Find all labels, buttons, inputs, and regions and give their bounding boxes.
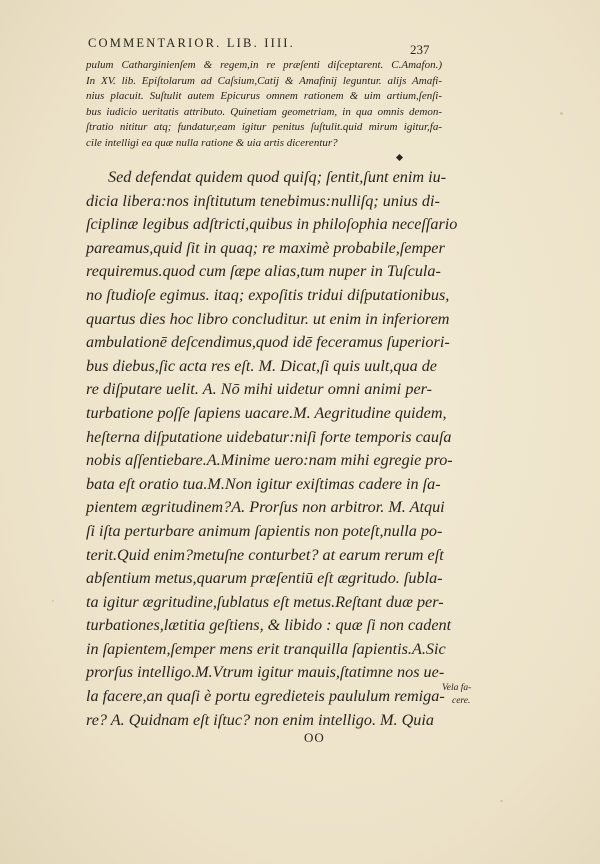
text-line: turbatione poſſe ſapiens uacare.M. Aegritudine quidem, <box>86 403 447 422</box>
text-line: in ſapientem,ſemper mens erit tranquilla ſapientis.A.Sic <box>86 639 446 658</box>
text-line: re diſputare uelit. A. Nō mihi uidetur omni animi per- <box>86 380 432 399</box>
commentary-line: In XV. lib. Epiſtolarum ad Caſsium,Catij & Amafinij leguntur. alijs Amafi- <box>86 74 442 87</box>
text-line: quartus dies hoc libro concluditur. ut enim in inferiorem <box>86 309 450 328</box>
commentary-line: pulum Catharginienſem & regem,in re præſenti diſceptarent. C.Amafon.) <box>86 59 442 71</box>
text-line: re? A. Quidnam eſt iſtuc? non enim intelligo. M. Quia <box>86 710 434 729</box>
paper-speck <box>560 112 563 115</box>
commentary-block <box>86 58 442 151</box>
text-line: bus diebus,ſic acta res eſt. M. Dicat,ſi quis uult,qua de <box>86 356 437 375</box>
text-line: turbationes,lætitia geſtiens, & libido : quæ ſi non cadent <box>86 616 452 635</box>
text-line: bata eſt oratio tua.M.Non igitur exiſtimas cadere in ſa- <box>86 474 441 493</box>
paper-speck <box>500 800 503 802</box>
text-line: nobis aſſentiebare.A.Minime uero:nam mihi egregie pro- <box>86 451 453 470</box>
commentary-line: ſtratio nititur atq; fundatur,eam igitur penitus ſuſtulit.quid mirum igitur,fa- <box>86 121 442 133</box>
text-line: ambulationē deſcendimus,quod idē feceramus ſuperiori- <box>86 333 450 352</box>
text-line: pareamus,quid ſit in quaq; re maximè probabile,ſemper <box>86 238 445 257</box>
text-line: prorſus intelligo.M.Vtrum igitur mauis,ſtatimne nos ue- <box>86 663 445 682</box>
commentary-line: cile intelligi ea quæ nulla ratione & uia artis dicerentur? <box>86 136 338 149</box>
text-line: ſi iſta perturbare animum ſapientis non poteſt,nulla po- <box>86 521 443 540</box>
text-line: Sed defendat quidem quod quiſq; ſentit,ſunt enim iu- <box>108 168 447 186</box>
margin-note-line: cere. <box>452 696 471 706</box>
text-line: heſterna diſputatione uidebatur:niſi forte temporis cauſa <box>86 427 452 446</box>
text-line: ta igitur ægritudine,ſublatus eſt metus.Reſtant duæ per- <box>86 592 444 611</box>
paper-speck <box>52 600 54 602</box>
running-head: COMMENTARIOR. LIB. IIII. <box>88 36 295 50</box>
commentary-line: bus iudicio ueritatis attributo. Quinetiam geometriam, in qua omnis demon- <box>86 105 442 118</box>
page-number: 237 <box>410 42 430 57</box>
catchword: OO <box>304 730 325 745</box>
margin-note <box>442 682 482 708</box>
text-line: pientem ægritudinem?A. Prorſus non arbitror. M. Atqui <box>86 498 445 517</box>
text-line: ſciplinæ legibus adſtricti,quibus in philoſophia neceſſario <box>86 215 458 234</box>
text-line: dicia libera:nos inſtitutum tenebimus:nulliſq; unius di- <box>86 191 440 210</box>
text-line: no ſtudioſe egimus. itaq; expoſitis tridui diſputationibus, <box>86 285 450 304</box>
ornament-dot <box>396 154 403 161</box>
text-line: la facere,an quaſi è portu egredieteis paululum remiga- <box>86 687 445 706</box>
commentary-line: nius placuit. Suſtulit autem Epicurus omnem rationem & uim artium,ſenſi- <box>86 90 442 102</box>
margin-note-line: Vela fa- <box>442 683 472 693</box>
text-line: requiremus.quod cum ſæpe alias,tum nuper in Tuſcula- <box>86 262 441 281</box>
text-line: abſentium metus,quarum præſentiū eſt ægritudo. ſubla- <box>86 569 443 588</box>
text-line: terit.Quid enim?metuſne conturbet? at earum rerum eſt <box>86 545 444 564</box>
